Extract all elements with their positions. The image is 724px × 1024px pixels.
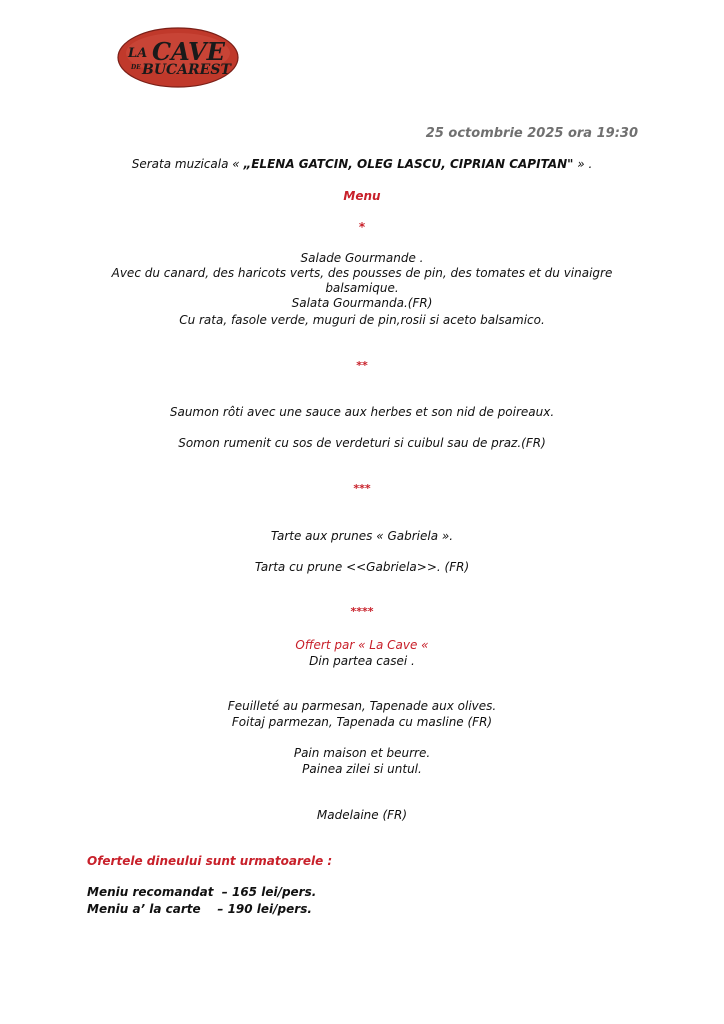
- course1-line: Avec du canard, des haricots verts, des pousses de pin, des tomates et du vinaigre: [111, 266, 613, 280]
- course1-line: Salade Gourmande .: [300, 251, 424, 265]
- logo-text-la: LA: [128, 46, 148, 61]
- event-line: [0, 157, 724, 172]
- logo-text-de: DE: [131, 64, 141, 71]
- course1-line: Salata Gourmanda.(FR): [291, 296, 433, 310]
- event-artists: „ELENA GATCIN, OLEG LASCU, CIPRIAN CAPITAN": [243, 157, 574, 171]
- course2-stars: **: [356, 359, 368, 372]
- event-date: 25 octombrie 2025 ora 19:30: [425, 126, 638, 141]
- course2-ro: Somon rumenit cu sos de verdeturi si cuibul sau de praz.(FR): [178, 436, 546, 450]
- course1-line: Cu rata, fasole verde, muguri de pin,rosii si aceto balsamico.: [179, 313, 545, 327]
- extra-item: Madelaine (FR): [316, 808, 408, 822]
- offer-row: Meniu recomandat – 165 lei/pers.: [87, 885, 317, 899]
- extra-item-fr: Pain maison et beurre.: [293, 746, 431, 760]
- menu-title: Menu: [343, 189, 381, 203]
- offered-ro: Din partea casei .: [309, 654, 415, 668]
- extra-item-fr: Feuilleté au parmesan, Tapenade aux olives.: [227, 699, 497, 713]
- extra-item-ro: Foitaj parmezan, Tapenada cu masline (FR): [231, 715, 493, 729]
- offers-section: [87, 854, 332, 869]
- course1-stars: *: [358, 220, 366, 234]
- course4-stars: ****: [350, 605, 374, 618]
- course3-ro: Tarta cu prune <<Gabriela>>. (FR): [254, 560, 470, 574]
- event-prefix: Serata muzicala «: [131, 157, 244, 171]
- restaurant-logo: [117, 27, 239, 88]
- offered-by: Offert par « La Cave «: [295, 638, 429, 652]
- course3-fr: Tarte aux prunes « Gabriela ».: [270, 529, 454, 543]
- logo-text-bucarest: BUCAREST: [142, 62, 231, 78]
- offer-row: Meniu a’ la carte – 190 lei/pers.: [87, 902, 312, 916]
- offers-title: Ofertele dineului sunt urmatoarele :: [87, 854, 333, 868]
- course3-stars: ***: [353, 482, 371, 495]
- course1-line: balsamique.: [325, 281, 399, 295]
- logo-text-cave: CAVE: [152, 37, 225, 66]
- extra-item-ro: Painea zilei si untul.: [302, 762, 422, 776]
- event-suffix: » .: [573, 157, 593, 171]
- course2-fr: Saumon rôti avec une sauce aux herbes et son nid de poireaux.: [169, 405, 555, 419]
